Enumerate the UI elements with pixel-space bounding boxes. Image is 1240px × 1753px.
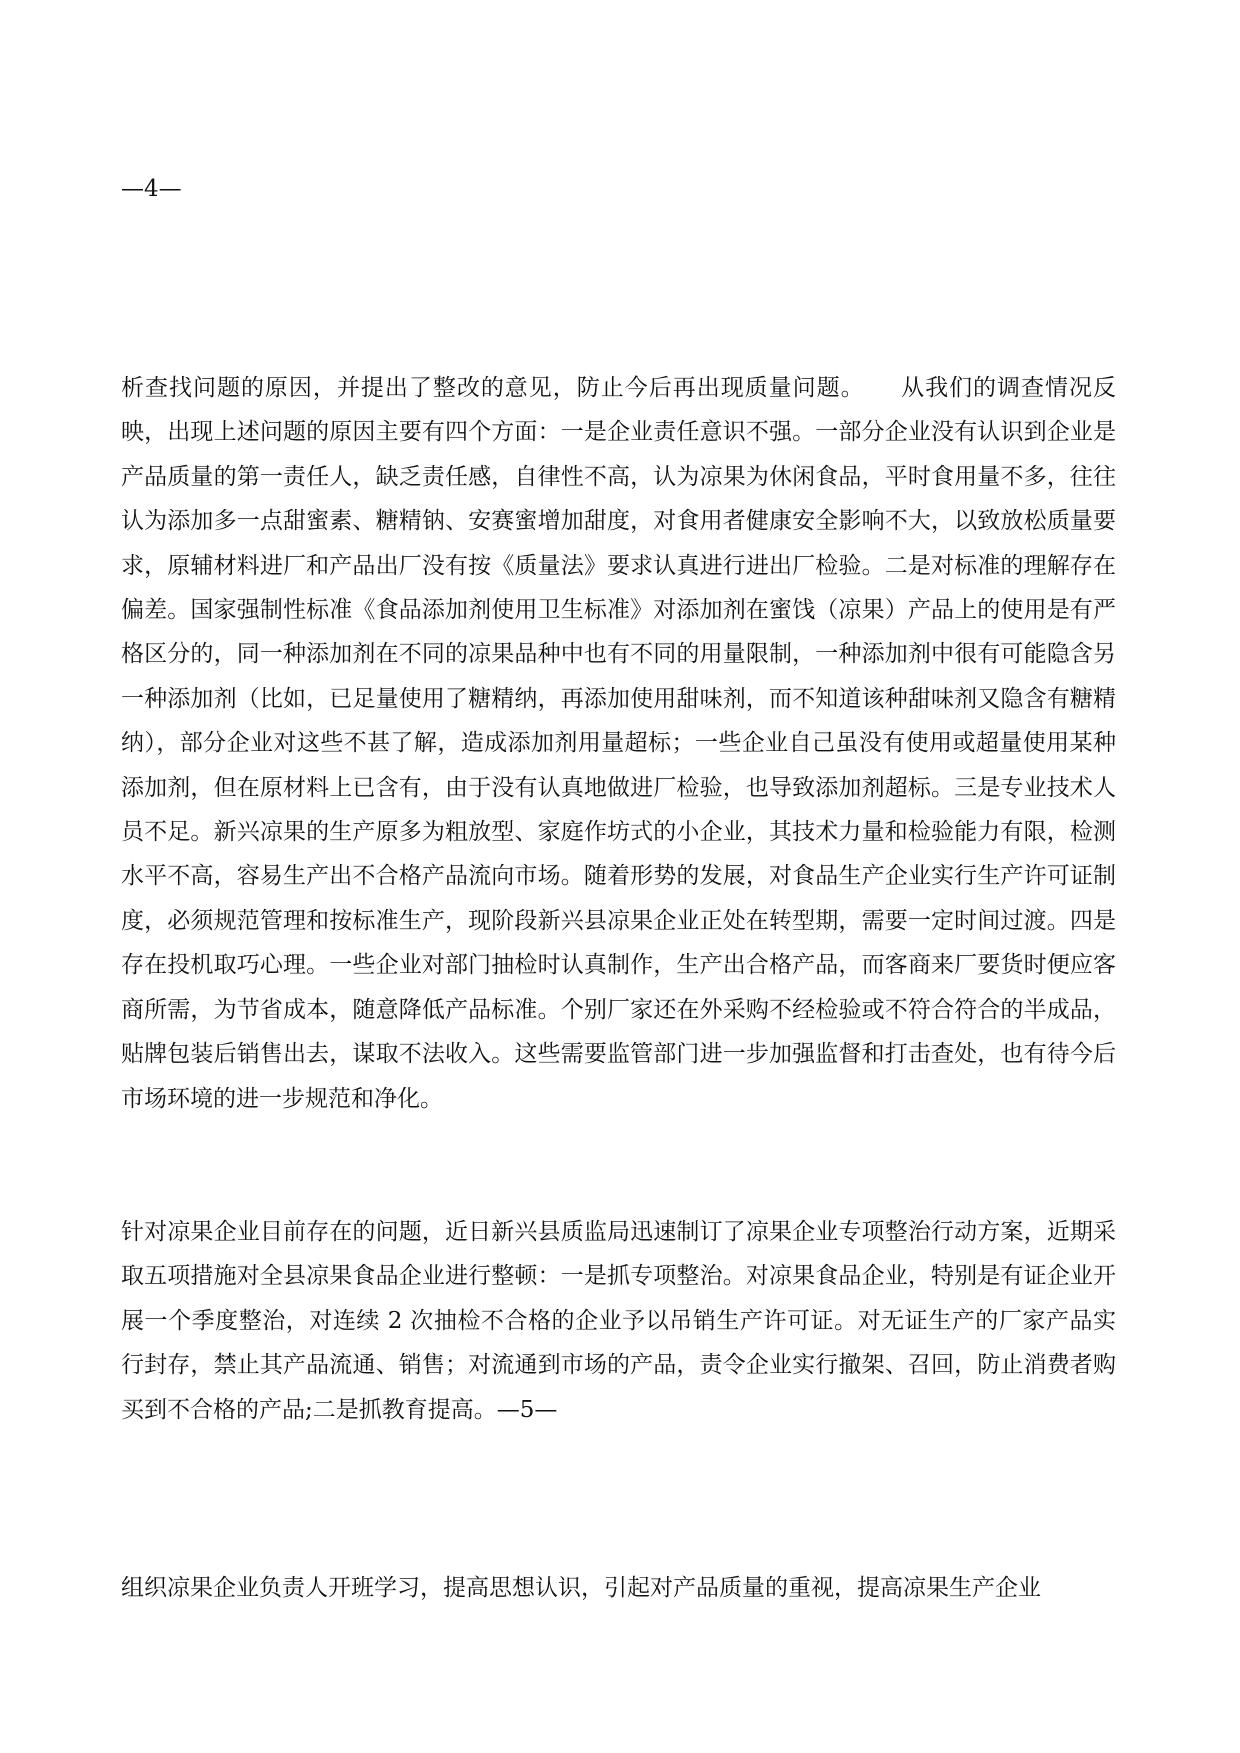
body-paragraph: 析查找问题的原因，并提出了整改的意见，防止今后再出现质量问题。 从我们的调查情况反映，出现上述问题的原因主要有四个方面：一是企业责任意识不强。一部分企业没有认识到企业是产品质量的第一责任人，缺乏责任感，自律性不高，认为凉果为休闲食品，平时食用量不多，往往认为添加多一点甜蜜素、糖精钠、安赛蜜增加甜度，对食用者健康安全影响不大，以致放松质量要求，原辅材料进厂和产品出厂没有按《质量法》要求认真进行进出厂检验。二是对标准的理解存在偏差。国家强制性标准《食品添加剂使用卫生标准》对添加剂在蜜饯（凉果）产品上的使用是有严格区分的，同一种添加剂在不同的凉果品种中也有不同的用量限制，一种添加剂中很有可能隐含另一种添加剂（比如，已足量使用了糖精纳，再添加使用甜味剂，而不知道该种甜味剂又隐含有糖精纳），部分企业对这些不甚了解，造成添加剂用量超标；一些企业自己虽没有使用或超量使用某种添加剂，但在原材料上已含有，由于没有认真地做进厂检验，也导致添加剂超标。三是专业技术人员不足。新兴凉果的生产原多为粗放型、家庭作坊式的小企业，其技术力量和检验能力有限，检测水平不高，容易生产出不合格产品流向市场。随着形势的发展，对食品生产企业实行生产许可证制度，必须规范管理和按标准生产，现阶段新兴县凉果企业正处在转型期，需要一定时间过渡。四是存在投机取巧心理。一些企业对部门抽检时认真制作，生产出合格产品，而客商来厂要货时便应客商所需，为节省成本，随意降低产品标准。个别厂家还在外采购不经检验或不符合符合的半成品，贴牌包装后销售出去，谋取不法收入。这些需要监管部门进一步加强监督和打击查处，也有待今后市场环境的进一步规范和净化。 xyxy=(121,375,1116,1112)
body-paragraph: 组织凉果企业负责人开班学习，提高思想认识，引起对产品质量的重视，提高凉果生产企业 xyxy=(121,1575,1041,1601)
body-paragraph: 针对凉果企业目前存在的问题，近日新兴县质监局迅速制订了凉果企业专项整治行动方案，近期采取五项措施对全县凉果食品企业进行整顿：一是抓专项整治。对凉果食品企业，特别是有证企业开展一个季度整治，对连续 2 次抽检不合格的企业予以吊销生产许可证。对无证生产的厂家产品实行封存，禁止其产品流通、销售；对流通到市场的产品，责令企业实行撤架、召回，防止消费者购买到不合格的产品;二是抓教育提高。—5— xyxy=(121,1219,1116,1423)
page-number-marker: —4— xyxy=(121,176,182,202)
